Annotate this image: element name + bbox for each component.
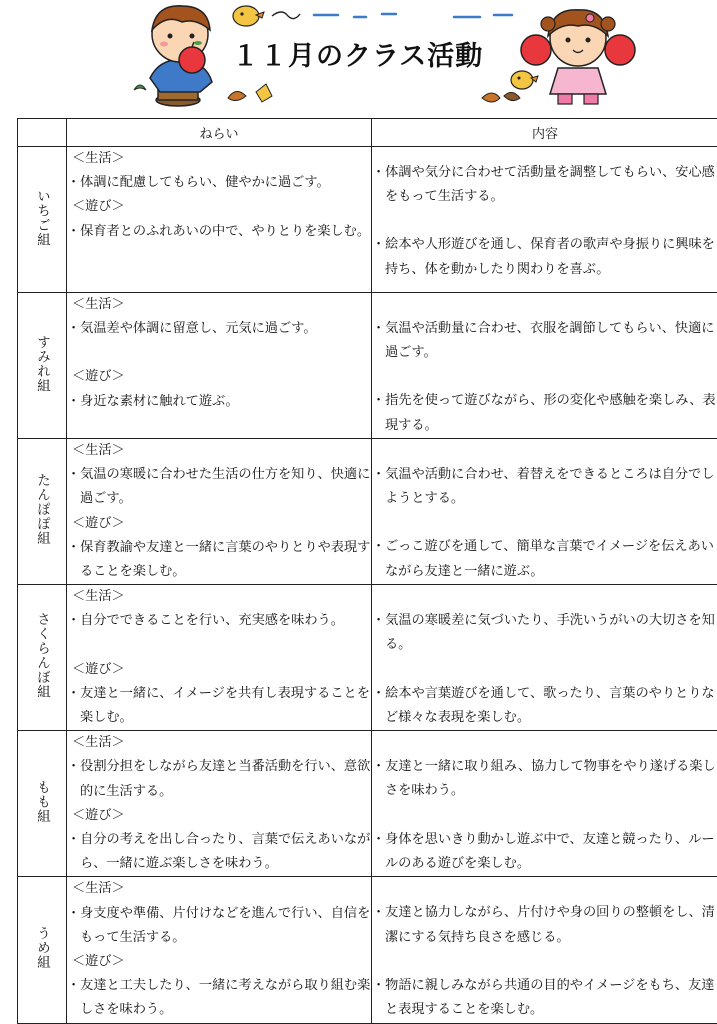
content-text-2: ・物語に親しみながら共通の目的やイメージをもち、友達と表現することを楽しむ。 bbox=[372, 977, 715, 1018]
content-text-2: ・指先を使って遊びながら、形の変化や感触を楽しみ、表現する。 bbox=[372, 393, 716, 433]
aims-life-text: ・自分でできることを行い、充実感を味わう。 bbox=[67, 613, 344, 629]
aims-heading-life: ＜生活＞ bbox=[72, 443, 125, 458]
aims-play-text: ・保育教諭や友達と一緒に言葉のやりとりや表現することを楽しむ。 bbox=[67, 539, 371, 580]
aims-cell bbox=[67, 147, 372, 293]
aims-life-text: ・役割分担をしながら友達と当番活動を行い、意欲的に生活する。 bbox=[67, 759, 371, 799]
content-text-2: ・身体を思いきり動かし遊ぶ中で、友達と競ったり、ルールのある遊びを楽しむ。 bbox=[372, 831, 715, 871]
aims-heading-life: ＜生活＞ bbox=[72, 589, 125, 605]
aims-heading-life: ＜生活＞ bbox=[72, 881, 125, 897]
content-text-2: ・ごっこ遊びを通して、簡単な言葉でイメージを伝えあいながら友達と一緒に遊ぶ。 bbox=[372, 539, 714, 579]
class-activity-table bbox=[17, 118, 717, 1024]
group-name: うめ組 bbox=[34, 926, 50, 970]
header bbox=[0, 0, 717, 118]
group-name: いちご組 bbox=[34, 188, 50, 247]
aims-life-text: ・体調に配慮してもらい、健やかに過ごす。 bbox=[67, 175, 330, 191]
aims-heading-play: ＜遊び＞ bbox=[72, 807, 125, 823]
content-cell bbox=[372, 439, 717, 585]
table-row bbox=[18, 293, 717, 439]
content-header: 内容 bbox=[372, 119, 717, 147]
aims-heading-life: ＜生活＞ bbox=[72, 151, 125, 166]
table-row bbox=[18, 585, 717, 731]
aims-heading-play: ＜遊び＞ bbox=[72, 515, 125, 531]
aims-play-text: ・自分の考えを出し合ったり、言葉で伝えあいながら、一緒に遊ぶ楽しさを味わう。 bbox=[67, 832, 371, 872]
wind-lines-decoration bbox=[268, 6, 528, 26]
content-cell bbox=[372, 877, 717, 1023]
group-cell bbox=[18, 731, 67, 877]
aims-cell bbox=[67, 439, 372, 585]
aims-heading-play: ＜遊び＞ bbox=[72, 199, 125, 215]
autumn-leaves-decoration bbox=[222, 78, 282, 108]
group-cell bbox=[18, 877, 67, 1023]
aims-life-text: ・気温差や体調に留意し、元気に過ごす。 bbox=[67, 321, 317, 337]
aims-heading-play: ＜遊び＞ bbox=[72, 661, 125, 677]
bird-illustration bbox=[226, 2, 270, 30]
page-title: １１月のクラス活動 bbox=[232, 41, 484, 72]
aims-cell bbox=[67, 293, 372, 439]
group-cell bbox=[18, 585, 67, 731]
aims-cell bbox=[67, 585, 372, 731]
aims-play-text: ・友達と一緒に、イメージを共有し表現することを楽しむ。 bbox=[67, 685, 370, 726]
aims-play-text: ・友達と工夫したり、一緒に考えながら取り組む楽しさを味わう。 bbox=[67, 978, 371, 1018]
table-row bbox=[18, 439, 717, 585]
aims-heading-play: ＜遊び＞ bbox=[72, 369, 125, 385]
group-name: すみれ組 bbox=[34, 334, 50, 393]
content-text-2: ・絵本や言葉遊びを通して、歌ったり、言葉のやりとりなど様々な表現を楽しむ。 bbox=[372, 685, 715, 725]
aims-life-text: ・気温の寒暖に合わせた生活の仕方を知り、快適に過ごす。 bbox=[67, 467, 371, 507]
content-text-1: ・気温や活動量に合わせ、衣服を調節してもらい、快適に過ごす。 bbox=[372, 321, 715, 361]
aims-cell bbox=[67, 731, 372, 877]
group-name: もも組 bbox=[34, 780, 50, 824]
table-row bbox=[18, 877, 717, 1023]
group-cell bbox=[18, 439, 67, 585]
content-cell bbox=[372, 585, 717, 731]
group-cell bbox=[18, 147, 67, 293]
girl-with-apples-illustration bbox=[518, 2, 638, 108]
group-name: たんぽぽ組 bbox=[34, 473, 50, 546]
table-header-row bbox=[18, 119, 717, 147]
aims-heading-play: ＜遊び＞ bbox=[72, 954, 125, 970]
content-cell bbox=[372, 731, 717, 877]
content-text-1: ・体調や気分に合わせて活動量を調整してもらい、安心感をもって生活する。 bbox=[372, 165, 715, 205]
boy-with-apple-illustration bbox=[130, 0, 230, 108]
content-text-1: ・友達と一緒に取り組み、協力して物事をやり遂げる楽しさを味わう。 bbox=[372, 759, 716, 799]
group-cell bbox=[18, 293, 67, 439]
table-row bbox=[18, 147, 717, 293]
content-text-1: ・気温の寒暖差に気づいたり、手洗いうがいの大切さを知る。 bbox=[372, 613, 715, 653]
aims-play-text: ・保育者とのふれあいの中で、やりとりを楽しむ。 bbox=[67, 223, 371, 239]
content-cell bbox=[372, 293, 717, 439]
aims-life-text: ・身支度や準備、片付けなどを進んで行い、自信をもって生活する。 bbox=[67, 905, 371, 945]
aims-cell bbox=[67, 877, 372, 1023]
aims-heading-life: ＜生活＞ bbox=[72, 297, 125, 312]
aims-header: ねらい bbox=[67, 119, 372, 147]
content-cell bbox=[372, 147, 717, 293]
content-text-1: ・友達と協力しながら、片付けや身の回りの整頓をし、清潔にする気持ち良さを感じる。 bbox=[372, 905, 715, 945]
aims-play-text: ・身近な素材に触れて遊ぶ。 bbox=[67, 393, 239, 409]
group-name: さくらんぼ組 bbox=[34, 612, 50, 700]
corner-header bbox=[18, 119, 67, 147]
table-row bbox=[18, 731, 717, 877]
aims-heading-life: ＜生活＞ bbox=[72, 735, 125, 751]
content-text-1: ・気温や活動に合わせ、着替えをできるところは自分でしようとする。 bbox=[372, 467, 715, 507]
content-text-2: ・絵本や人形遊びを通し、保育者の歌声や身振りに興味を持ち、体を動かしたり関わりを喜ぶ。 bbox=[372, 237, 715, 277]
